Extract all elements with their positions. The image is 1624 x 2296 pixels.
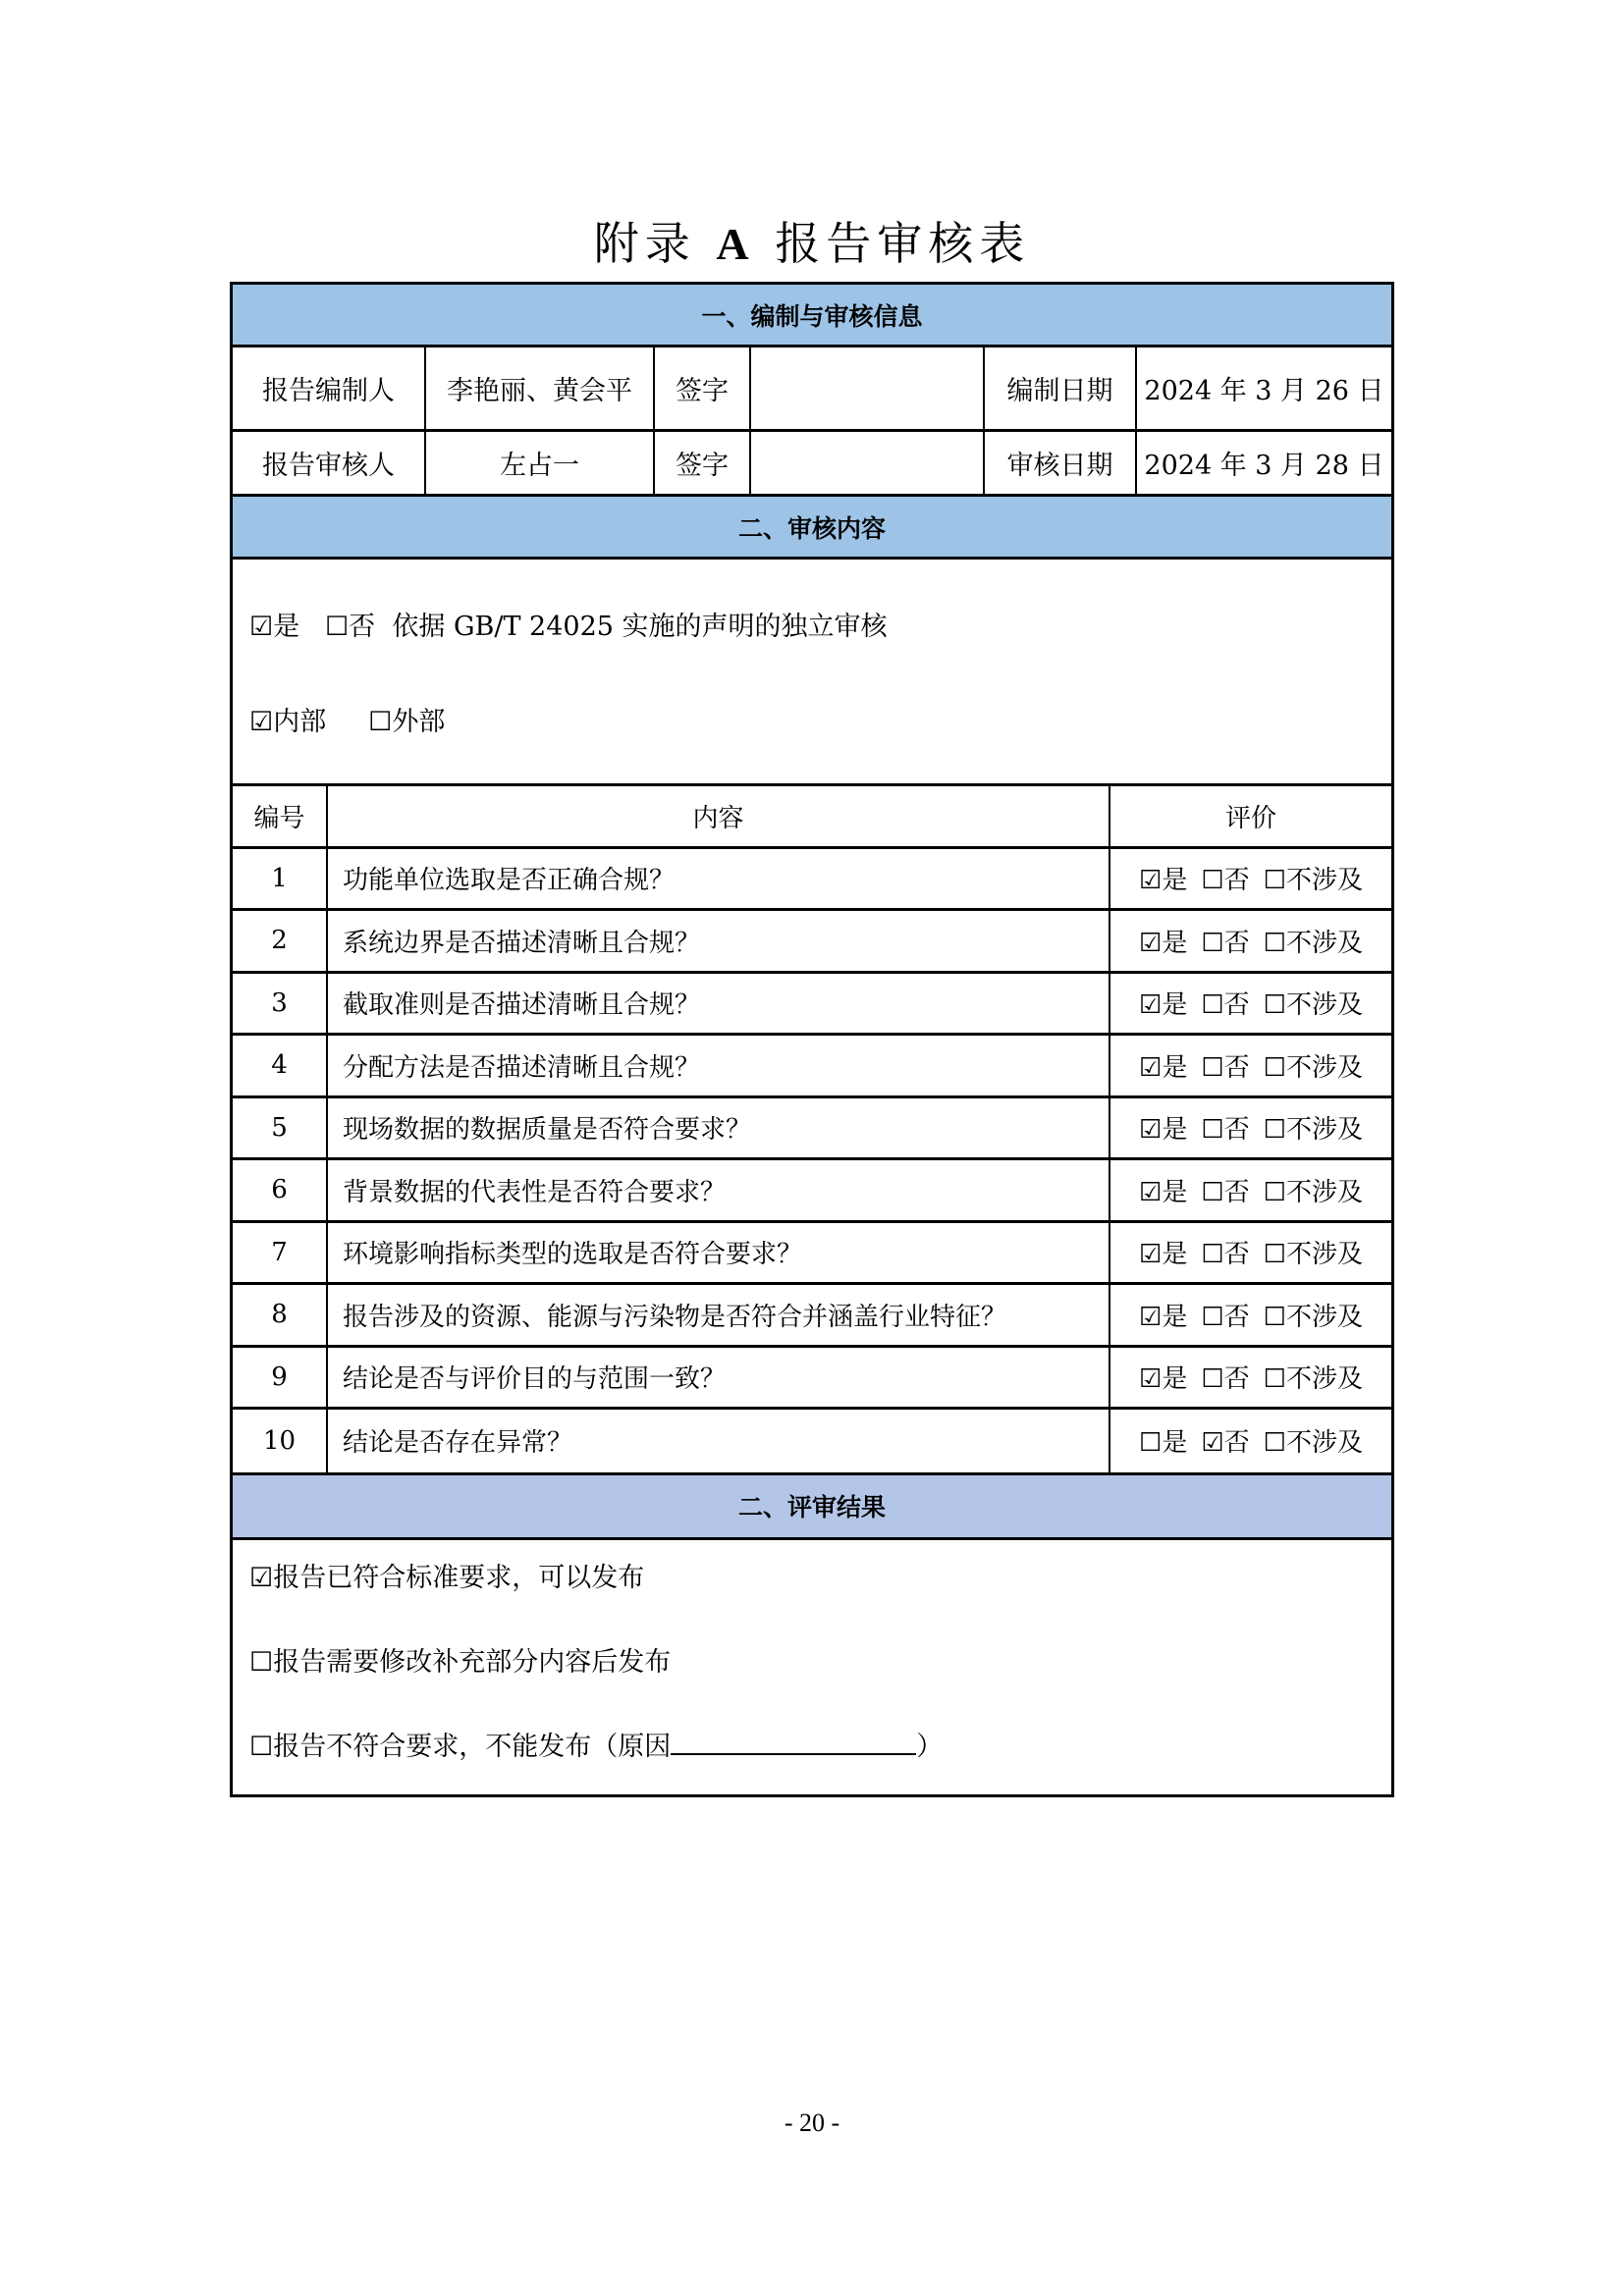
result-reject-option[interactable] [249,1725,943,1763]
no-checkbox[interactable]: ☐否 [1201,928,1250,958]
item-no: 6 [233,1160,328,1220]
no-checkbox[interactable]: ☐否 [1201,1364,1250,1395]
compiler-row [233,347,1391,432]
page-number: - 20 - [784,2109,840,2137]
item-rating [1110,1410,1391,1472]
yes-checkbox[interactable]: ☑是 [1139,1177,1188,1207]
compiler-sign-label: 签字 [655,347,751,429]
no-checkbox[interactable]: ☐否 [1201,1052,1250,1083]
review-date-value: 2024 年 3 月 28 日 [1144,451,1384,481]
review-type-line [249,700,445,738]
na-checkbox[interactable]: ☐不涉及 [1263,866,1363,896]
item-no: 5 [233,1098,328,1158]
section1-header: 一、编制与审核信息 [233,285,1391,347]
na-checkbox[interactable]: ☐不涉及 [1263,928,1363,958]
checklist-row [233,1160,1391,1223]
na-checkbox[interactable]: ☐不涉及 [1263,1052,1363,1083]
independent-review-text: 依据 GB/T 24025 实施的声明的独立审核 [392,612,888,642]
external-checkbox[interactable]: ☐外部 [368,707,446,737]
result-revise-option[interactable]: ☐报告需要修改补充部分内容后发布 [249,1646,672,1678]
item-rating [1110,1098,1391,1158]
compiler-signature-field[interactable] [751,347,985,429]
yes-checkbox[interactable]: ☑是 [1139,990,1188,1021]
review-date-label: 审核日期 [985,432,1137,494]
item-no: 3 [233,974,328,1034]
reviewer-names: 左占一 [426,432,655,494]
checklist-row [233,974,1391,1037]
result-approve-option[interactable]: ☑报告已符合标准要求，可以发布 [249,1562,645,1593]
reject-option-text: ☐报告不符合要求，不能发布（原因 [249,1731,672,1762]
yes-checkbox[interactable]: ☑是 [1139,1052,1188,1083]
reject-reason-field[interactable] [671,1728,916,1755]
na-checkbox[interactable]: ☐不涉及 [1263,1115,1363,1146]
na-checkbox[interactable]: ☐不涉及 [1263,1428,1363,1459]
checklist-row [233,1348,1391,1411]
item-no: 8 [233,1285,328,1345]
item-rating [1110,1160,1391,1220]
reviewer-row [233,432,1391,497]
compiler-label: 报告编制人 [233,347,426,429]
item-question: 环境影响指标类型的选取是否符合要求？ [328,1223,1110,1283]
item-no: 2 [233,911,328,971]
no-checkbox[interactable]: ☐否 [1201,1177,1250,1207]
item-rating [1110,974,1391,1034]
checklist-header [233,786,1391,849]
checklist-row [233,849,1391,912]
title-prefix: 附录 [593,217,696,270]
item-rating [1110,1348,1391,1408]
item-rating [1110,1285,1391,1345]
independent-yes-checkbox[interactable]: ☑是 [249,612,300,642]
title-letter: A [716,219,755,269]
checklist-row [233,1410,1391,1472]
col-rating-header: 评价 [1224,803,1276,833]
title-suffix: 报告审核表 [775,217,1031,270]
section3-header: 二、评审结果 [233,1472,1391,1537]
item-question: 结论是否与评价目的与范围一致？ [328,1348,1110,1408]
item-question: 结论是否存在异常？ [328,1410,1110,1472]
checklist-row [233,1036,1391,1098]
review-scope [233,560,1391,786]
na-checkbox[interactable]: ☐不涉及 [1263,1364,1363,1395]
reject-close-paren: ） [916,1731,944,1762]
item-rating [1110,849,1391,909]
na-checkbox[interactable]: ☐不涉及 [1263,1177,1363,1207]
independent-no-checkbox[interactable]: ☐否 [324,612,376,642]
page-title [0,208,1624,273]
item-no: 4 [233,1036,328,1095]
no-checkbox[interactable]: ☐否 [1201,1115,1250,1146]
reviewer-sign-label: 签字 [655,432,751,494]
no-checkbox[interactable]: ☐否 [1201,1302,1250,1332]
section2-header: 二、审核内容 [233,497,1391,560]
no-checkbox[interactable]: ☑否 [1201,1428,1250,1459]
col-no-header: 编号 [233,786,328,846]
item-no: 9 [233,1348,328,1408]
reviewer-label: 报告审核人 [233,432,426,494]
col-content-header: 内容 [328,786,1110,846]
checklist-row [233,1285,1391,1348]
item-question: 现场数据的数据质量是否符合要求？ [328,1098,1110,1158]
item-no: 10 [233,1410,328,1472]
na-checkbox[interactable]: ☐不涉及 [1263,990,1363,1021]
compile-date-label: 编制日期 [985,347,1137,429]
checklist-row [233,911,1391,974]
checklist-row [233,1098,1391,1161]
yes-checkbox[interactable]: ☑是 [1139,928,1188,958]
yes-checkbox[interactable]: ☑是 [1139,1302,1188,1332]
compiler-names: 李艳丽、黄会平 [426,347,655,429]
item-question: 截取准则是否描述清晰且合规？ [328,974,1110,1034]
na-checkbox[interactable]: ☐不涉及 [1263,1302,1363,1332]
item-question: 报告涉及的资源、能源与污染物是否符合并涵盖行业特征？ [328,1285,1110,1345]
yes-checkbox[interactable]: ☐是 [1139,1428,1188,1459]
item-question: 系统边界是否描述清晰且合规？ [328,911,1110,971]
na-checkbox[interactable]: ☐不涉及 [1263,1240,1363,1270]
no-checkbox[interactable]: ☐否 [1201,990,1250,1021]
item-no: 7 [233,1223,328,1283]
no-checkbox[interactable]: ☐否 [1201,1240,1250,1270]
item-rating [1110,1223,1391,1283]
yes-checkbox[interactable]: ☑是 [1139,1364,1188,1395]
yes-checkbox[interactable]: ☑是 [1139,1115,1188,1146]
yes-checkbox[interactable]: ☑是 [1139,1240,1188,1270]
independent-review-line [249,605,888,643]
item-no: 1 [233,849,328,909]
item-question: 分配方法是否描述清晰且合规？ [328,1036,1110,1095]
item-question: 功能单位选取是否正确合规？ [328,849,1110,909]
no-checkbox[interactable]: ☐否 [1201,866,1250,896]
checklist-row [233,1223,1391,1286]
item-rating [1110,1036,1391,1095]
review-table [230,282,1394,1797]
internal-checkbox[interactable]: ☑内部 [249,707,327,737]
reviewer-signature-field[interactable] [751,432,985,494]
item-question: 背景数据的代表性是否符合要求？ [328,1160,1110,1220]
item-rating [1110,911,1391,971]
review-result [233,1537,1391,1794]
yes-checkbox[interactable]: ☑是 [1139,866,1188,896]
compile-date-value: 2024 年 3 月 26 日 [1144,376,1384,406]
